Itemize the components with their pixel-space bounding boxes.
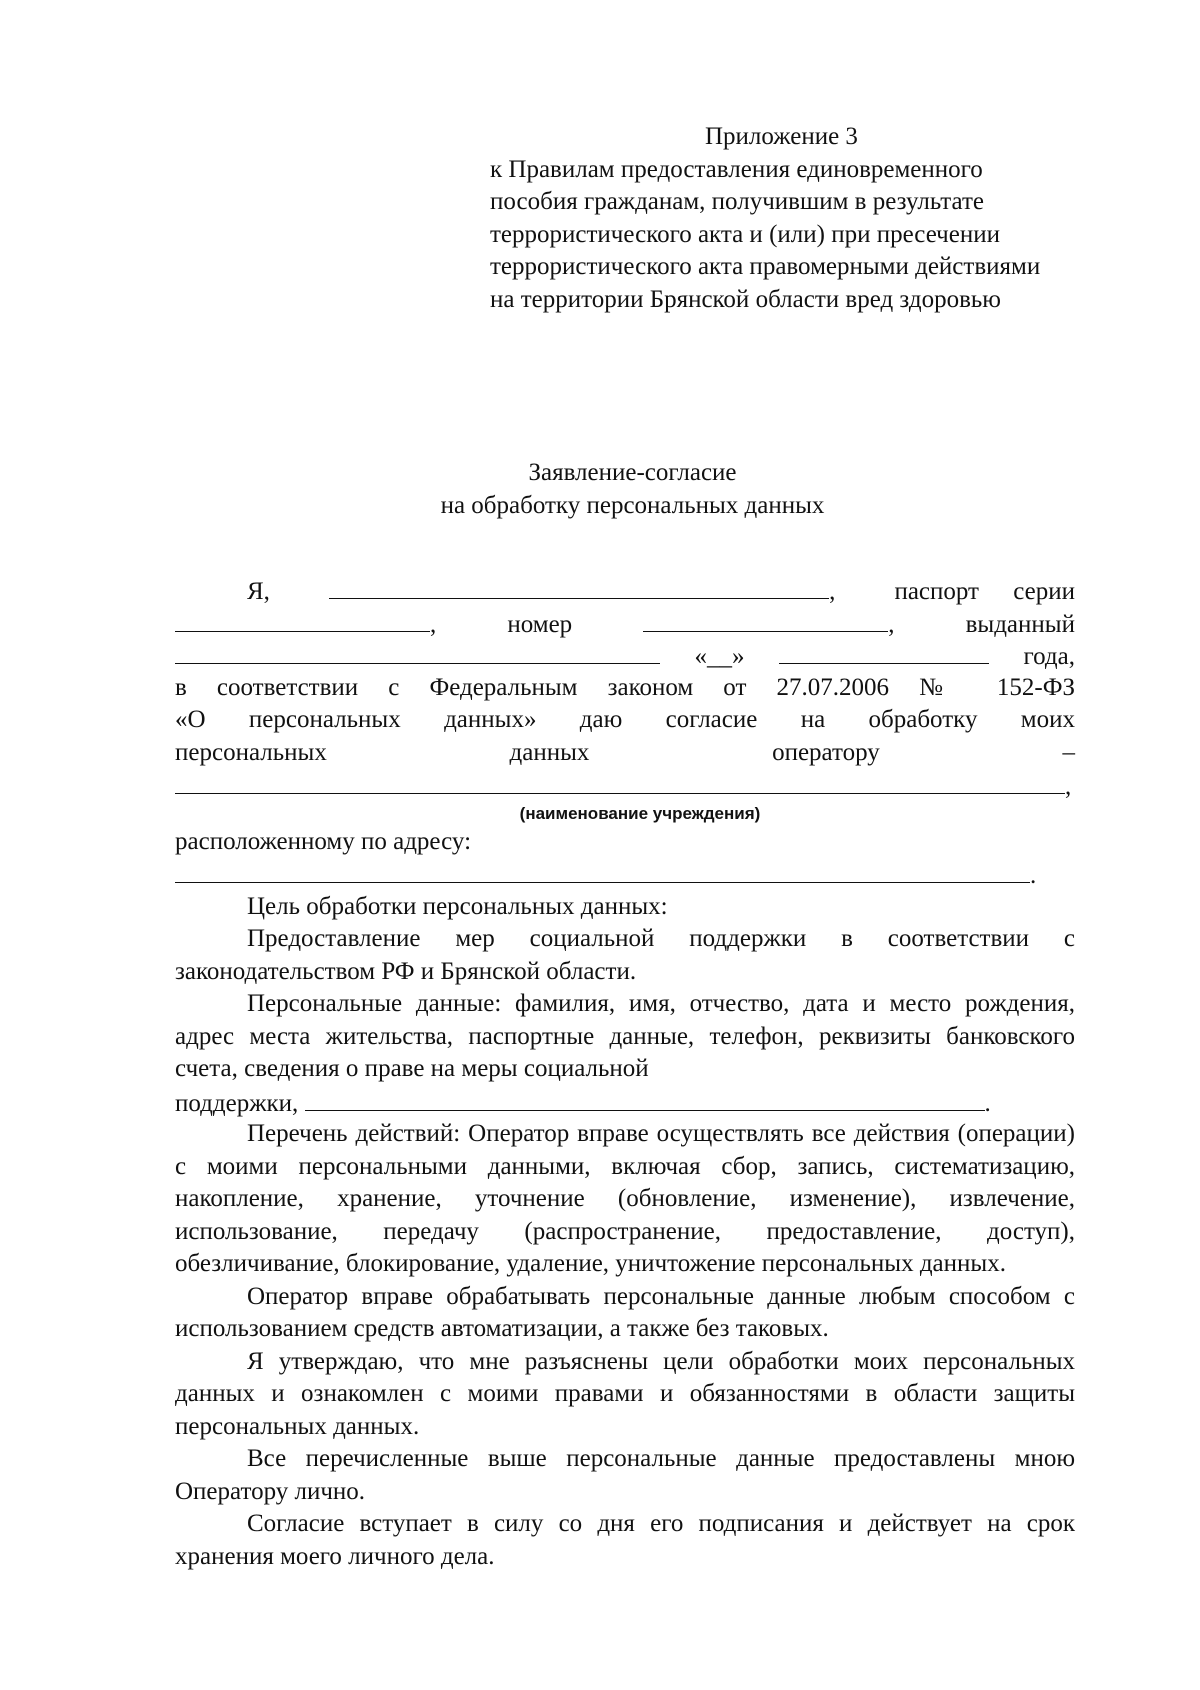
form-row-name: [175, 574, 1075, 607]
purpose-text: Предоставление мер социальной поддержки в соответствии с законодательством РФ и Брянской области.: [175, 925, 1075, 985]
institution-caption: (наименование учреждения): [519, 803, 761, 823]
personal-data-text: Персональные данные: фамилия, имя, отчество, дата и место рождения, адрес места жительства, паспортные данные, телефон, реквизиты банковского счета, сведения о праве на меры социальной: [175, 990, 1075, 1082]
year-label: года,: [1023, 643, 1075, 670]
law-name-line: «О персональных данных» даю согласие на обработку моих: [175, 706, 1075, 733]
appendix-line: террористического акта правомерными действиями: [490, 253, 1041, 280]
document-body: [175, 574, 1075, 1573]
name-blank[interactable]: ,: [329, 574, 835, 609]
appendix-line: террористического акта и (или) при пресечении: [490, 220, 1000, 248]
actions-paragraph: Перечень действий: Оператор вправе осуществлять все действия (операции) с моими персональными данными, включая сбор, запись, систематизацию, накопление, хранение, уточнение (обновление, изменение), извлечение, использование, передачу (распространение, предоставление, доступ), обезличивание, блокирование, удаление, уничтожение персональных данных.: [175, 1120, 1075, 1277]
processing-paragraph: Оператор вправе обрабатывать персональные данные любым способом с использованием средств автоматизации, а также без таковых.: [175, 1282, 1075, 1342]
purpose-label: Цель обработки персональных данных:: [247, 892, 668, 920]
heading-line-1: Заявление-согласие: [528, 459, 737, 486]
appendix-line: на территории Брянской области вред здоровью: [490, 285, 1001, 313]
appendix-title: Приложение 3: [705, 123, 858, 150]
provided-paragraph: Все перечисленные выше персональные данные предоставлены мною Оператору лично.: [175, 1445, 1075, 1505]
confirmation-paragraph: Я утверждаю, что мне разъяснены цели обработки моих персональных данных и ознакомлен с моими правами и обязанностями в области защиты персональных данных.: [175, 1347, 1075, 1440]
word-operator: оператору: [772, 738, 880, 766]
form-row-issued: [175, 639, 1075, 672]
dash: –: [1062, 738, 1075, 766]
issued-label: выданный: [965, 610, 1075, 638]
document-heading: [0, 457, 1200, 522]
form-row-operator: [175, 737, 1075, 770]
other-data-blank[interactable]: [305, 1086, 985, 1111]
address-blank[interactable]: [175, 858, 1030, 883]
validity-paragraph: Согласие вступает в силу со дня его подписания и действует на срок хранения моего личного дела.: [175, 1510, 1075, 1570]
form-row-number: [175, 607, 1075, 640]
institution-row: ,: [175, 769, 1075, 802]
issued-by-blank[interactable]: [175, 639, 660, 664]
series-blank[interactable]: ,: [175, 607, 436, 642]
issue-date-blank[interactable]: [779, 639, 989, 664]
appendix-line: к Правилам предоставления единовременного: [490, 155, 983, 183]
law-line: в соответствии с Федеральным законом от 27.07.2006 № 152-ФЗ: [175, 673, 1075, 701]
passport-series-label: паспорт серии: [894, 578, 1075, 605]
institution-blank[interactable]: [175, 769, 1065, 794]
number-blank[interactable]: ,: [643, 607, 894, 642]
address-row: .: [175, 858, 1075, 891]
personal-data-last-row: поддержки, .: [175, 1086, 1075, 1119]
heading-line-2: на обработку персональных данных: [440, 491, 825, 519]
word-data: данных: [509, 738, 590, 766]
appendix-block: [490, 121, 1130, 316]
appendix-line: пособия гражданам, получившим в результате: [490, 188, 984, 215]
address-label: расположенному по адресу:: [175, 827, 472, 855]
date-quote: «__»: [694, 643, 745, 670]
number-label: номер: [507, 610, 573, 638]
word-personal: персональных: [175, 738, 327, 766]
ya-label: Я,: [247, 578, 270, 605]
